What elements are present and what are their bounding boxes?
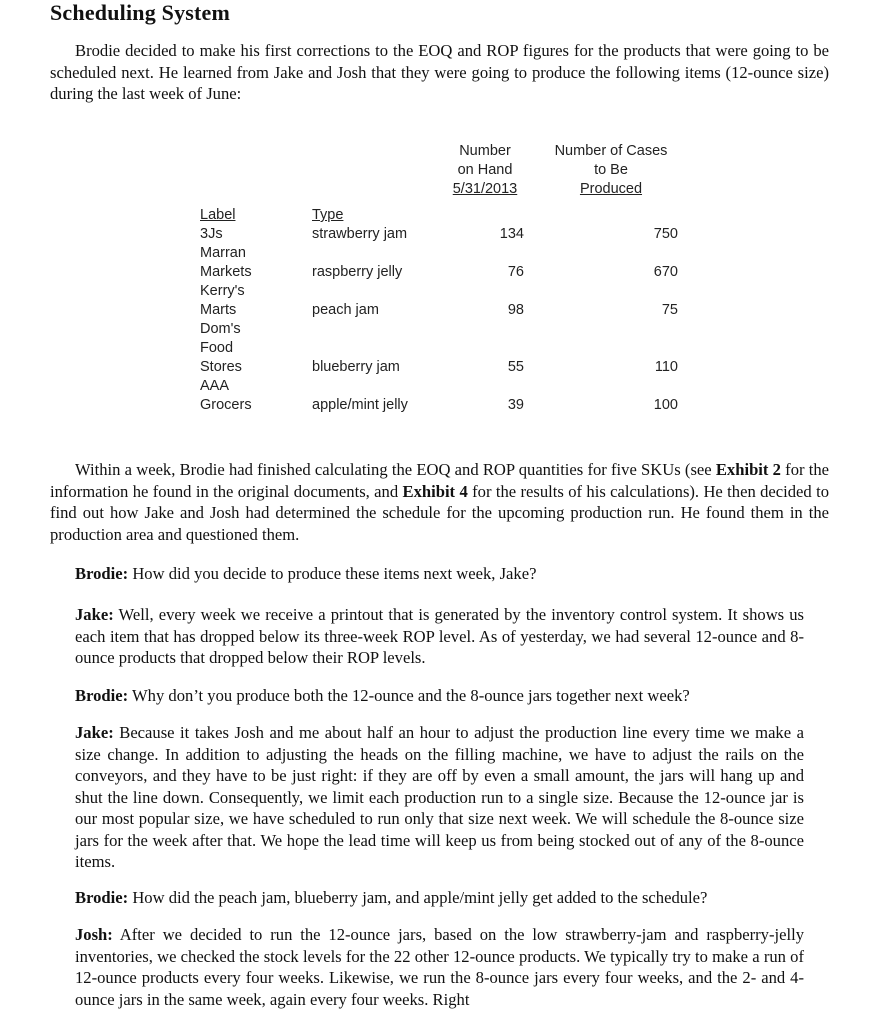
header-on-hand: Number on Hand 5/31/2013 bbox=[452, 143, 518, 197]
table-row-label: AAA Grocers bbox=[200, 378, 252, 413]
table-row-cases: 110 bbox=[654, 359, 678, 375]
table-row-type: apple/mint jelly bbox=[312, 397, 408, 413]
dialogue-line: Brodie: How did the peach jam, blueberry jam, and apple/mint jelly get added to the schedule? bbox=[75, 888, 708, 907]
table-row-label: Kerry's Marts bbox=[200, 283, 245, 318]
table-row-type: strawberry jam bbox=[312, 226, 408, 242]
header-label: Label bbox=[200, 207, 236, 223]
table-row-on-hand: 134 bbox=[499, 226, 524, 242]
table-row-label: Marran Markets bbox=[200, 245, 252, 280]
table-row-on-hand: 55 bbox=[507, 359, 524, 375]
dialogue-line: Josh: After we decided to run the 12-ounce jars, based on the low strawberry-jam and raspberry-jelly inventories, we checked the stock levels for the 22 other 12-ounce products. We typically try to make a run of 12-ounce products every four weeks. Likewise, we run the 8-ounce jars every four weeks, and the 2- and 4-ounce jars in the same week, again every four weeks. Right bbox=[75, 925, 804, 1009]
header-type: Type bbox=[312, 207, 344, 223]
dialogue-line: Brodie: How did you decide to produce these items next week, Jake? bbox=[75, 564, 537, 583]
page-title: Scheduling System bbox=[50, 0, 231, 25]
dialogue-line: Jake: Because it takes Josh and me about half an hour to adjust the production line every time we make a size change. In addition to adjusting the heads on the filling machine, we have to adjust the rails on the conveyors, and they have to be just right: if they are off by even a small amount, the jars will hang up and shut the line down. Consequently, we limit each production run to a single size. Because the 12-ounce jar is our most popular size, we have scheduled to run only that size next week. We will schedule the 8-ounce size jars for the week after that. We hope the lead time will keep us from being stocked out of any of the 8-ounce items. bbox=[75, 723, 804, 871]
table-row-cases: 750 bbox=[653, 226, 678, 242]
table-row-label: 3Js bbox=[200, 226, 223, 242]
dialogue-line: Brodie: Why don’t you produce both the 12-ounce and the 8-ounce jars together next week? bbox=[75, 686, 690, 705]
table-row-cases: 670 bbox=[653, 264, 678, 280]
header-cases: Number of Cases to Be Produced bbox=[554, 143, 668, 197]
table-row-label: Dom's Food Stores bbox=[200, 321, 242, 375]
dialogue-line: Jake: Well, every week we receive a printout that is generated by the inventory control system. It shows us each item that has dropped below its three-week ROP level. As of yesterday, we had several 12-ounce and 8-ounce products that dropped below their ROP levels. bbox=[75, 605, 804, 667]
table-row-type: peach jam bbox=[312, 302, 379, 318]
table-row-on-hand: 76 bbox=[507, 264, 524, 280]
table-row-type: blueberry jam bbox=[312, 359, 400, 375]
table-row-type: raspberry jelly bbox=[312, 264, 403, 280]
table-row-on-hand: 39 bbox=[507, 397, 524, 413]
within-paragraph: Within a week, Brodie had finished calculating the EOQ and ROP quantities for five SKUs (see Exhibit 2 for the information he found in the original documents, and Exhibit 4 for the results of his calculations). He then decided to find out how Jake and Josh had determined the schedule for the upcoming production run. He found them in the production area and questioned them. bbox=[50, 460, 830, 544]
table-row-cases: 75 bbox=[661, 302, 678, 318]
intro-paragraph: Brodie decided to make his first corrections to the EOQ and ROP figures for the products that were going to be scheduled next. He learned from Jake and Josh that they were going to produce the following items (12-ounce size) during the last week of June: bbox=[50, 41, 829, 103]
table-row-on-hand: 98 bbox=[507, 302, 524, 318]
table-row-cases: 100 bbox=[653, 397, 678, 413]
